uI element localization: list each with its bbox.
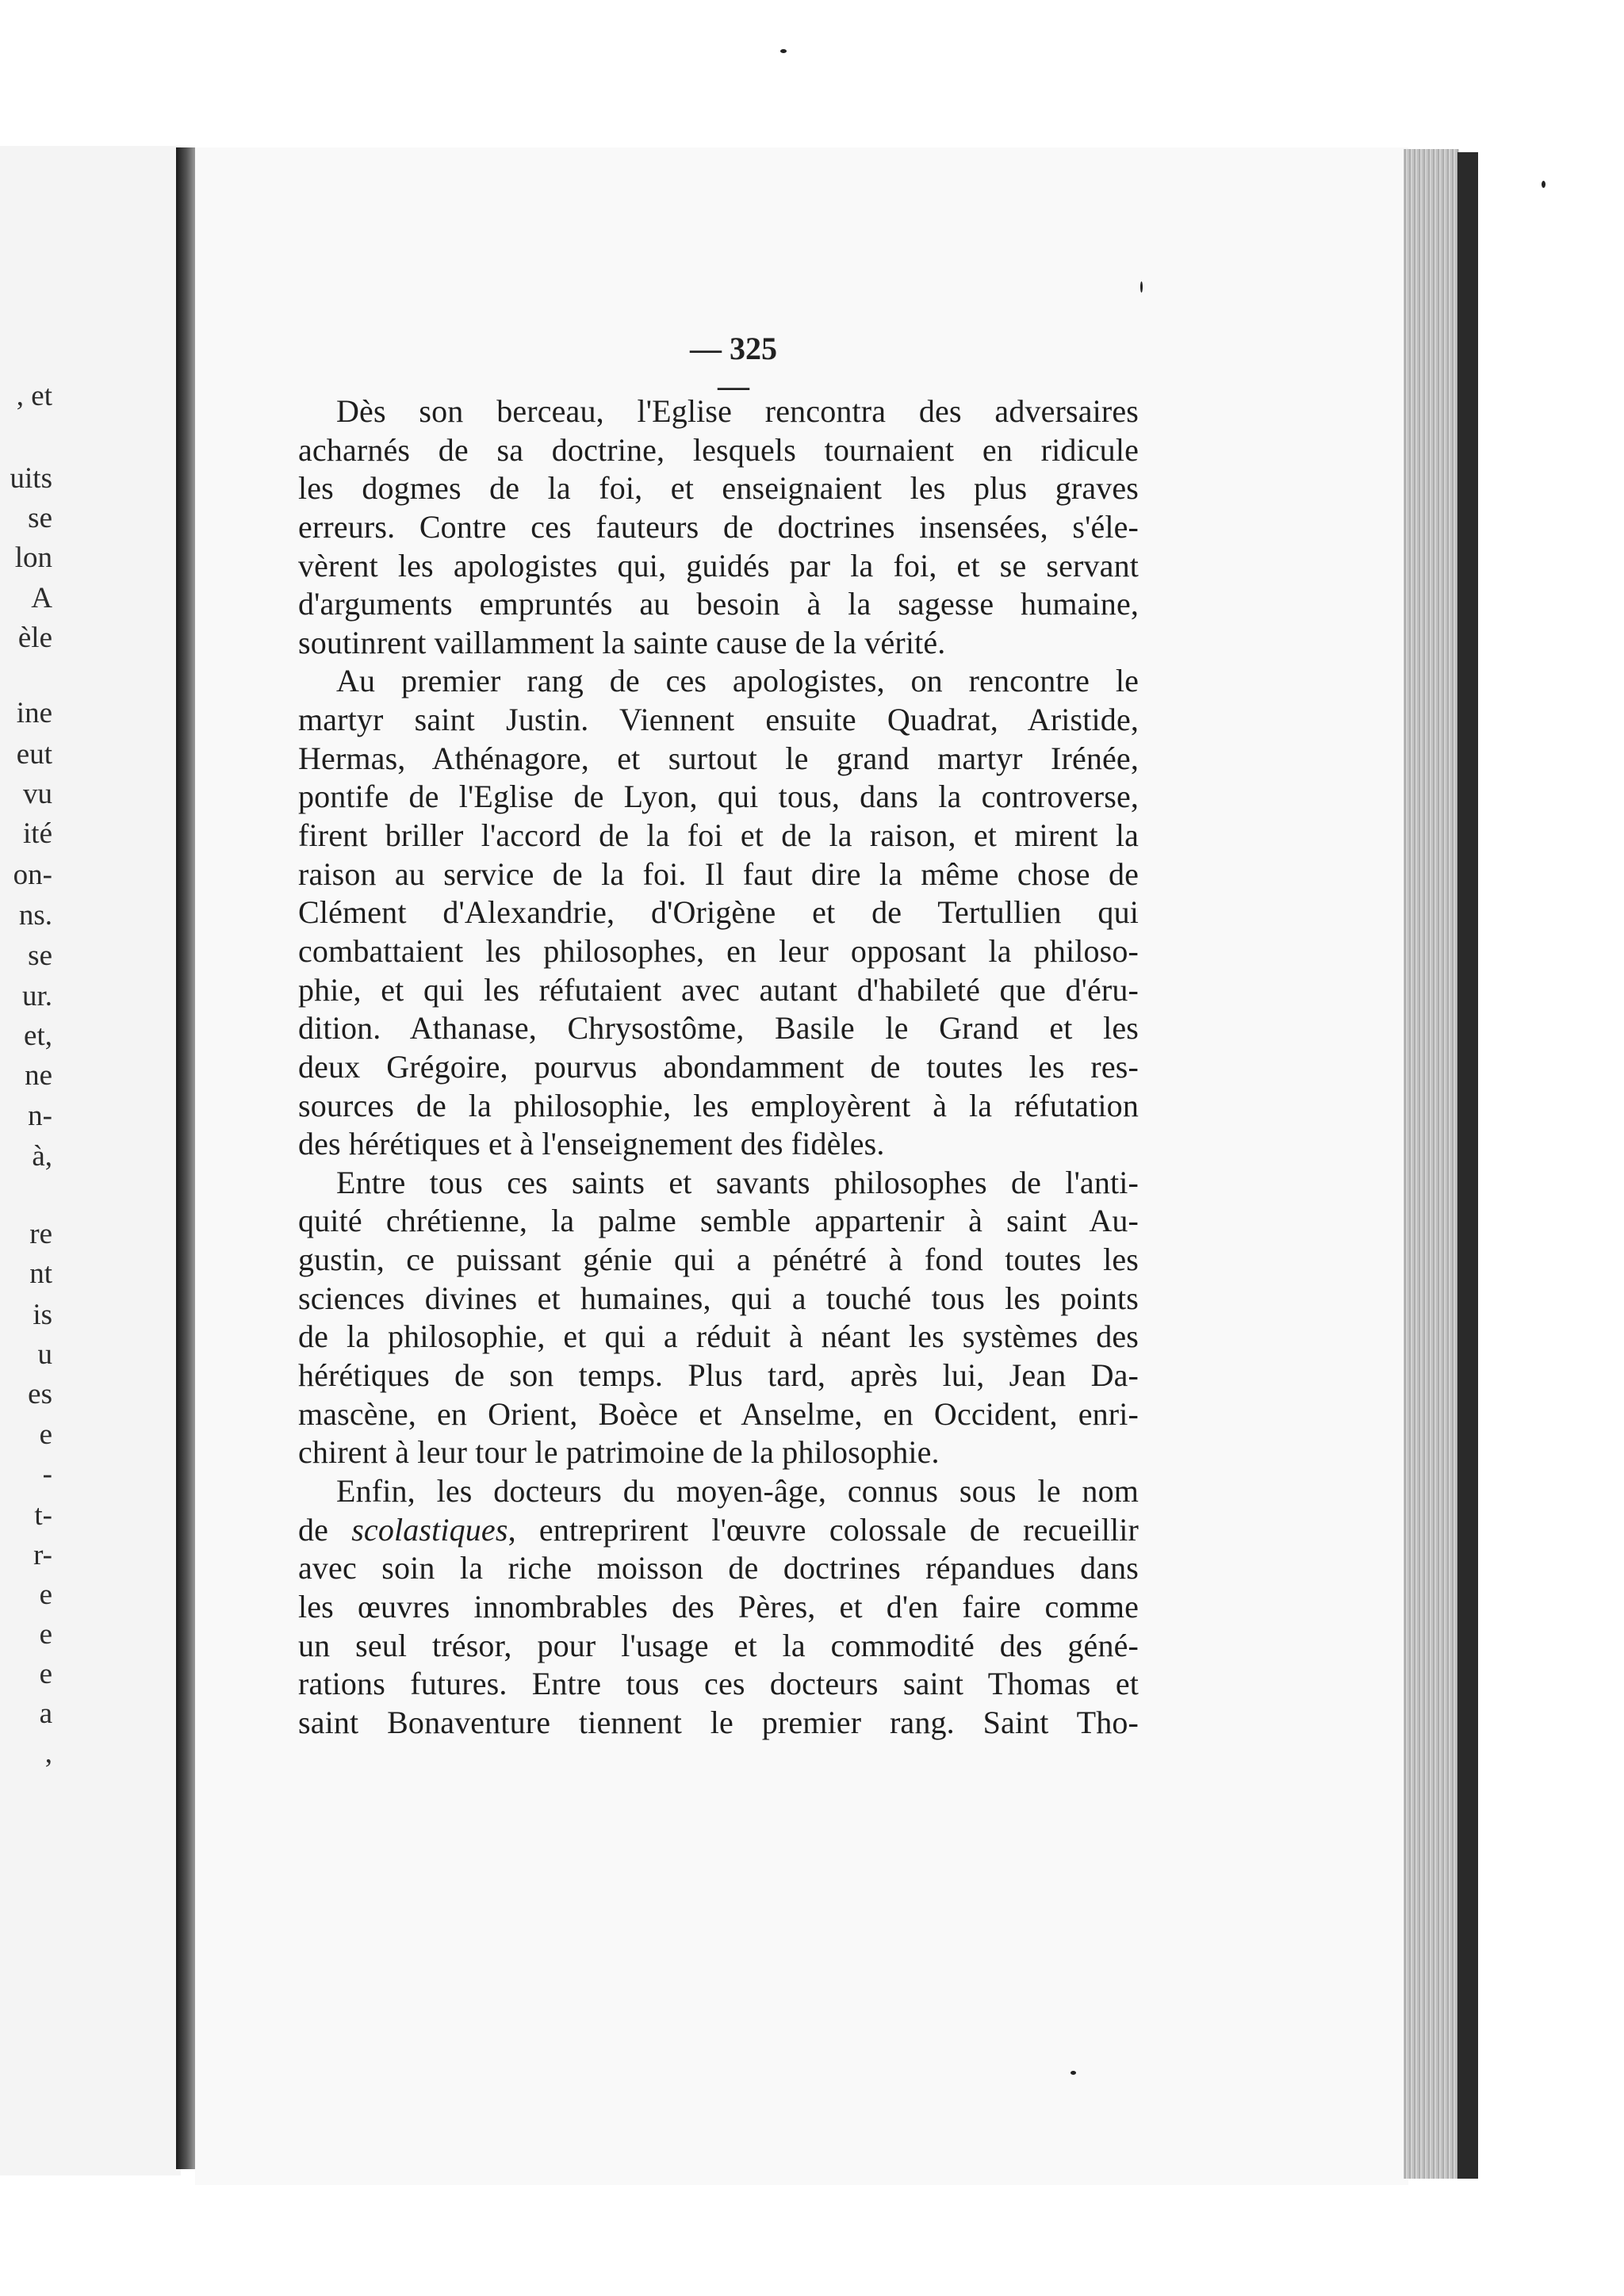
text-line: combattaient les philosophes, en leur opposant la philoso- xyxy=(298,932,1139,969)
left-page-fragment: eut xyxy=(16,738,52,771)
left-page-fragment: se xyxy=(28,939,52,972)
text-line: hérétiques de son temps. Plus tard, après lui, Jean Da- xyxy=(298,1357,1139,1394)
left-page-fragment: vu xyxy=(23,778,52,810)
left-page-fragment: t- xyxy=(34,1499,52,1532)
text-line: firent briller l'accord de la foi et de la raison, et mirent la xyxy=(298,817,1139,854)
text-span: de xyxy=(298,1511,352,1548)
text-line: de la philosophie, et qui a réduit à néant les systèmes des xyxy=(298,1318,1139,1355)
left-page-fragment: ine xyxy=(16,697,52,729)
text-line: mascène, en Orient, Boèce et Anselme, en Occident, enri- xyxy=(298,1395,1139,1432)
text-line: chirent à leur tour le patrimoine de la philosophie. xyxy=(298,1434,940,1471)
left-page-fragment: se xyxy=(28,502,52,534)
text-line: des hérétiques et à l'enseignement des fidèles. xyxy=(298,1126,885,1162)
italic-term: scolastiques xyxy=(351,1511,508,1548)
left-page-fragment: a xyxy=(39,1697,52,1730)
page-number: — 325 — xyxy=(690,331,777,404)
left-page-fragment: à, xyxy=(32,1140,52,1173)
text-line: acharnés de sa doctrine, lesquels tournaient en ridicule xyxy=(298,431,1139,468)
text-line: Dès son berceau, l'Eglise rencontra des adversaires xyxy=(336,393,1139,429)
dust-speck xyxy=(1140,281,1143,293)
dust-speck xyxy=(1071,2071,1076,2075)
left-page-fragment: on- xyxy=(13,859,52,891)
text-line: un seul trésor, pour l'usage et la commodité des géné- xyxy=(298,1627,1139,1663)
left-page-fragment: es xyxy=(28,1378,52,1410)
text-line: d'arguments empruntés au besoin à la sagesse humaine, xyxy=(298,586,1139,622)
dust-speck xyxy=(1542,181,1545,188)
text-line: Enfin, les docteurs du moyen-âge, connus sous le nom xyxy=(336,1472,1139,1509)
left-page-fragment: u xyxy=(37,1338,52,1371)
text-line: quité chrétienne, la palme semble appartenir à saint Au- xyxy=(298,1203,1139,1239)
text-line: Au premier rang de ces apologistes, on rencontre le xyxy=(336,663,1139,699)
left-page-fragment: uits xyxy=(10,462,52,495)
text-line: gustin, ce puissant génie qui a pénétré à fond toutes les xyxy=(298,1242,1139,1278)
text-line: rations futures. Entre tous ces docteurs saint Thomas et xyxy=(298,1666,1139,1702)
left-page-fragment: - xyxy=(42,1458,52,1490)
left-page xyxy=(0,146,181,2175)
left-page-fragment: e xyxy=(39,1578,52,1611)
text-line: Entre tous ces saints et savants philosophes de l'anti- xyxy=(336,1164,1139,1200)
left-page-fragment: e xyxy=(39,1418,52,1451)
text-line: avec soin la riche moisson de doctrines répandues dans xyxy=(298,1550,1139,1586)
left-page-fragment: ns. xyxy=(18,899,52,932)
text-line: soutinrent vaillamment la sainte cause de la vérité. xyxy=(298,624,946,660)
text-line: les dogmes de la foi, et enseignaient les plus graves xyxy=(298,470,1139,507)
dust-speck xyxy=(780,49,787,53)
left-page-fragment: nt xyxy=(29,1257,52,1290)
text-line xyxy=(298,1511,1139,1550)
book-gutter xyxy=(176,147,195,2169)
text-line: Clément d'Alexandrie, d'Origène et de Tertullien qui xyxy=(298,894,1139,931)
left-page-fragment: re xyxy=(29,1218,52,1250)
left-page-text-fragments xyxy=(0,146,57,2049)
text-line: sciences divines et humaines, qui a touché tous les points xyxy=(298,1280,1139,1316)
text-line: raison au service de la foi. Il faut dire la même chose de xyxy=(298,855,1139,892)
text-line: saint Bonaventure tiennent le premier rang. Saint Tho- xyxy=(298,1704,1139,1740)
text-span: , entreprirent l'œuvre colossale de recueillir xyxy=(508,1511,1139,1548)
left-page-fragment: et, xyxy=(24,1020,52,1052)
text-line: dition. Athanase, Chrysostôme, Basile le Grand et les xyxy=(298,1010,1139,1047)
text-line: martyr saint Justin. Viennent ensuite Quadrat, Aristide, xyxy=(298,702,1139,738)
left-page-fragment: èle xyxy=(17,622,52,654)
left-page-fragment: , xyxy=(44,1737,52,1770)
body-text xyxy=(298,392,1139,1742)
page-edges xyxy=(1404,149,1459,2179)
left-page-fragment: n- xyxy=(28,1100,52,1132)
text-line: pontife de l'Eglise de Lyon, qui tous, dans la controverse, xyxy=(298,779,1139,815)
left-page-fragment: e xyxy=(39,1658,52,1690)
text-line: vèrent les apologistes qui, guidés par la foi, et se servant xyxy=(298,547,1139,584)
left-page-fragment: ne xyxy=(25,1059,52,1092)
left-page-fragment: A xyxy=(31,582,52,614)
left-page-fragment: e xyxy=(39,1618,52,1651)
text-line: sources de la philosophie, les employèrent à la réfutation xyxy=(298,1087,1139,1123)
text-line: erreurs. Contre ces fauteurs de doctrines insensées, s'éle- xyxy=(298,508,1139,545)
left-page-fragment: , et xyxy=(16,380,52,412)
left-page-fragment: lon xyxy=(14,541,52,574)
left-page-fragment: r- xyxy=(33,1539,52,1571)
text-line: deux Grégoire, pourvus abondamment de toutes les res- xyxy=(298,1048,1139,1085)
text-line: Hermas, Athénagore, et surtout le grand martyr Irénée, xyxy=(298,740,1139,776)
text-line: les œuvres innombrables des Pères, et d'en faire comme xyxy=(298,1588,1139,1624)
left-page-fragment: is xyxy=(33,1299,52,1331)
left-page-fragment: ité xyxy=(23,817,52,850)
left-page-fragment: ur. xyxy=(21,980,52,1012)
text-line: phie, et qui les réfutaient avec autant d'habileté que d'éru- xyxy=(298,971,1139,1008)
page-edge-shadow xyxy=(1457,152,1478,2179)
